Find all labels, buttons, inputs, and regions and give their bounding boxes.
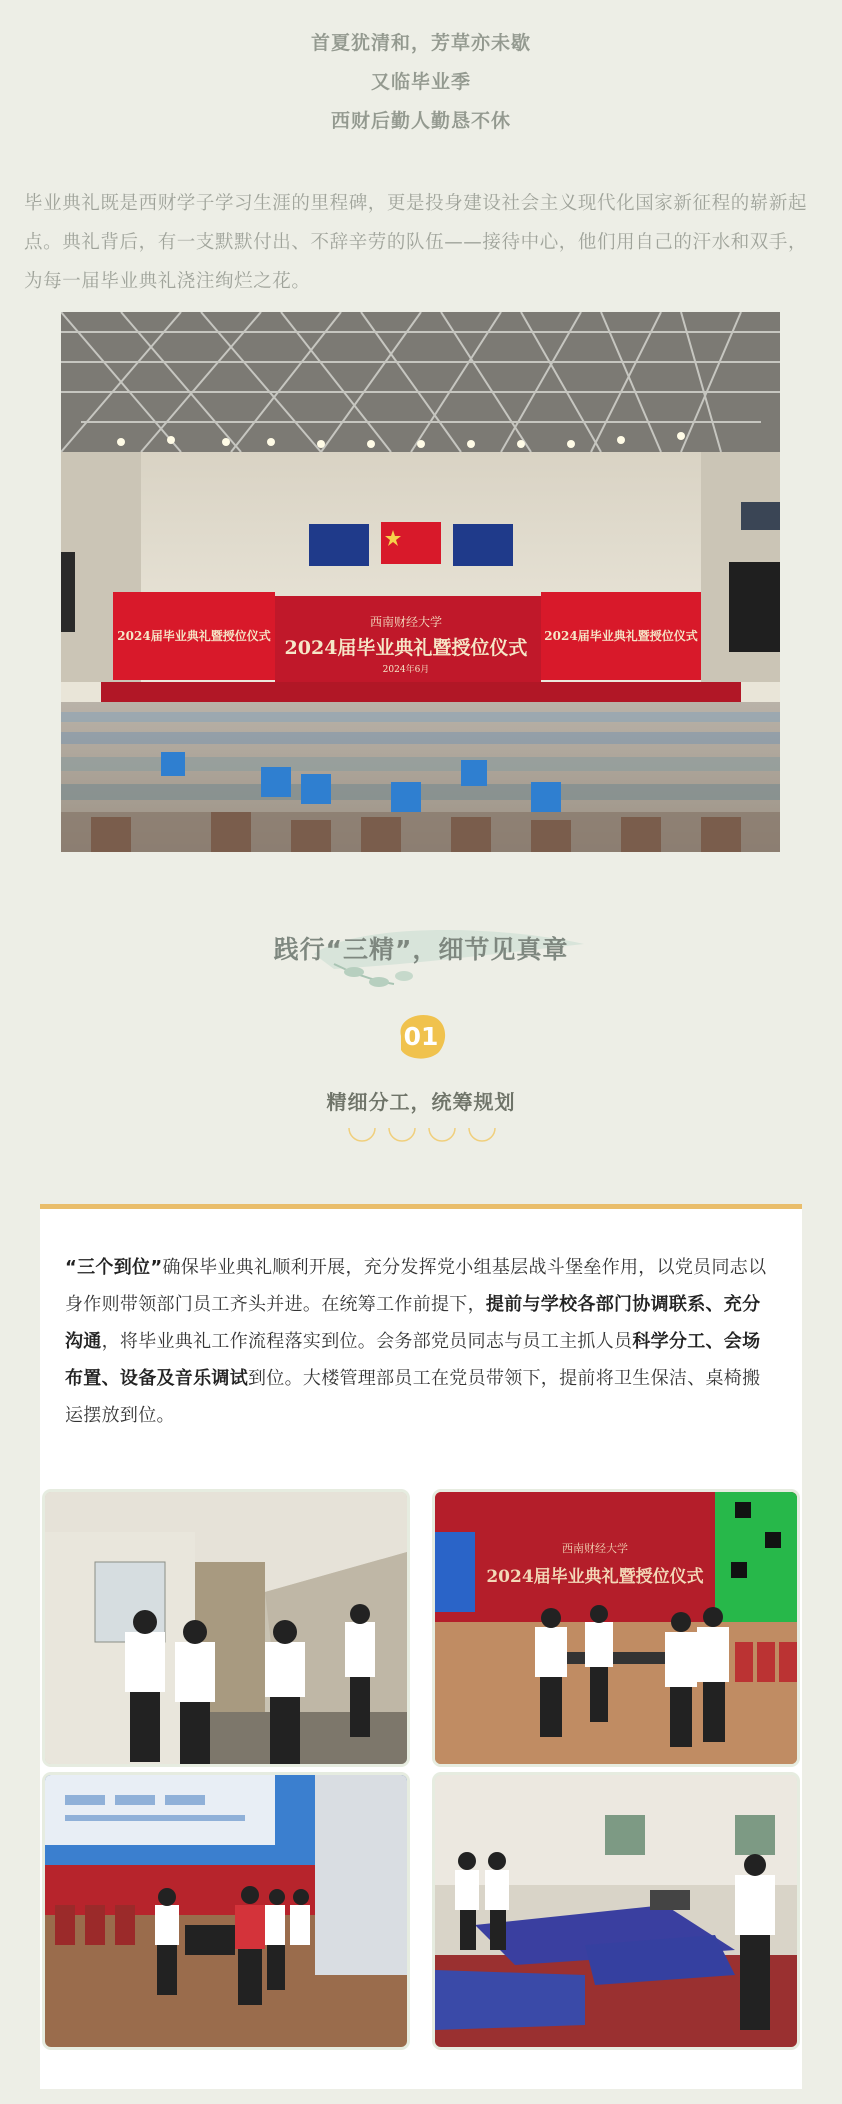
photo2-school-name: 西南财经大学 [562, 1542, 628, 1555]
auditorium-illustration [61, 312, 780, 852]
photo-corridor-carrying [45, 1492, 407, 1764]
section-title: 践行“三精”，细节见真章 [273, 935, 569, 964]
section-subtitle: 精细分工，统筹规划 [326, 1090, 516, 1114]
hero-side-banner-right: 2024届毕业典礼暨授位仪式 [544, 629, 698, 643]
section-number-badge [393, 1010, 449, 1062]
intro-titles [0, 24, 842, 141]
card-text-c: 到位。大楼管理部员工在党员带领下，提前将卫生保洁、桌椅搬运摆放到位。 [65, 1368, 761, 1426]
intro-line-2: 又临毕业季 [370, 71, 471, 93]
card-text-b: ，将毕业典礼工作流程落实到位。会务部党员同志与员工主抓人员 [101, 1331, 633, 1352]
card-paragraph [65, 1249, 777, 1434]
hero-photo-auditorium [61, 312, 780, 852]
photo-1-illustration [45, 1492, 407, 1764]
card-bold-3: 科学分工、会场布置、设备及音乐调试 [65, 1331, 761, 1389]
content-card [40, 1204, 802, 2089]
card-text-a: 确保毕业典礼顺利开展，充分发挥党小组基层战斗堡垒作用，以党员同志以身作则带领部门员工齐头并进。在统筹工作前提下， [65, 1257, 767, 1315]
section-number: 01 [403, 1022, 439, 1051]
intro-paragraph: 毕业典礼既是西财学子学习生涯的里程碑，更是投身建设社会主义现代化国家新征程的崭新起点。典礼背后，有一支默默付出、不辞辛劳的队伍——接待中心，他们用自己的汗水和双手，为每一届毕业典礼浇注绚烂之花。 [24, 193, 808, 292]
intro-line-1: 首夏犹清和，芳草亦未歇 [310, 32, 531, 54]
intro-line-3: 西财后勤人勤恳不休 [330, 110, 511, 132]
photo-pingpong-tables [435, 1775, 797, 2047]
card-bold-2: 提前与学校各部门协调联系、充分沟通 [65, 1294, 761, 1352]
hero-side-banner-left: 2024届毕业典礼暨授位仪式 [117, 629, 271, 643]
photo-3-illustration [45, 1775, 407, 2047]
photo-lobby-chairs [45, 1775, 407, 2047]
photo-2-illustration [435, 1492, 797, 1764]
hero-school-name: 西南财经大学 [369, 615, 443, 629]
photo-hall-carrying [435, 1492, 797, 1764]
card-bold-1: “三个到位” [65, 1257, 163, 1278]
section-header [0, 930, 842, 966]
decorative-circles-icon [347, 1122, 497, 1144]
photo-4-illustration [435, 1775, 797, 2047]
photo2-banner: 2024届毕业典礼暨授位仪式 [486, 1567, 704, 1587]
hero-banner-date: 2024年6月 [382, 665, 430, 675]
hero-banner-title: 2024届毕业典礼暨授位仪式 [284, 637, 528, 659]
